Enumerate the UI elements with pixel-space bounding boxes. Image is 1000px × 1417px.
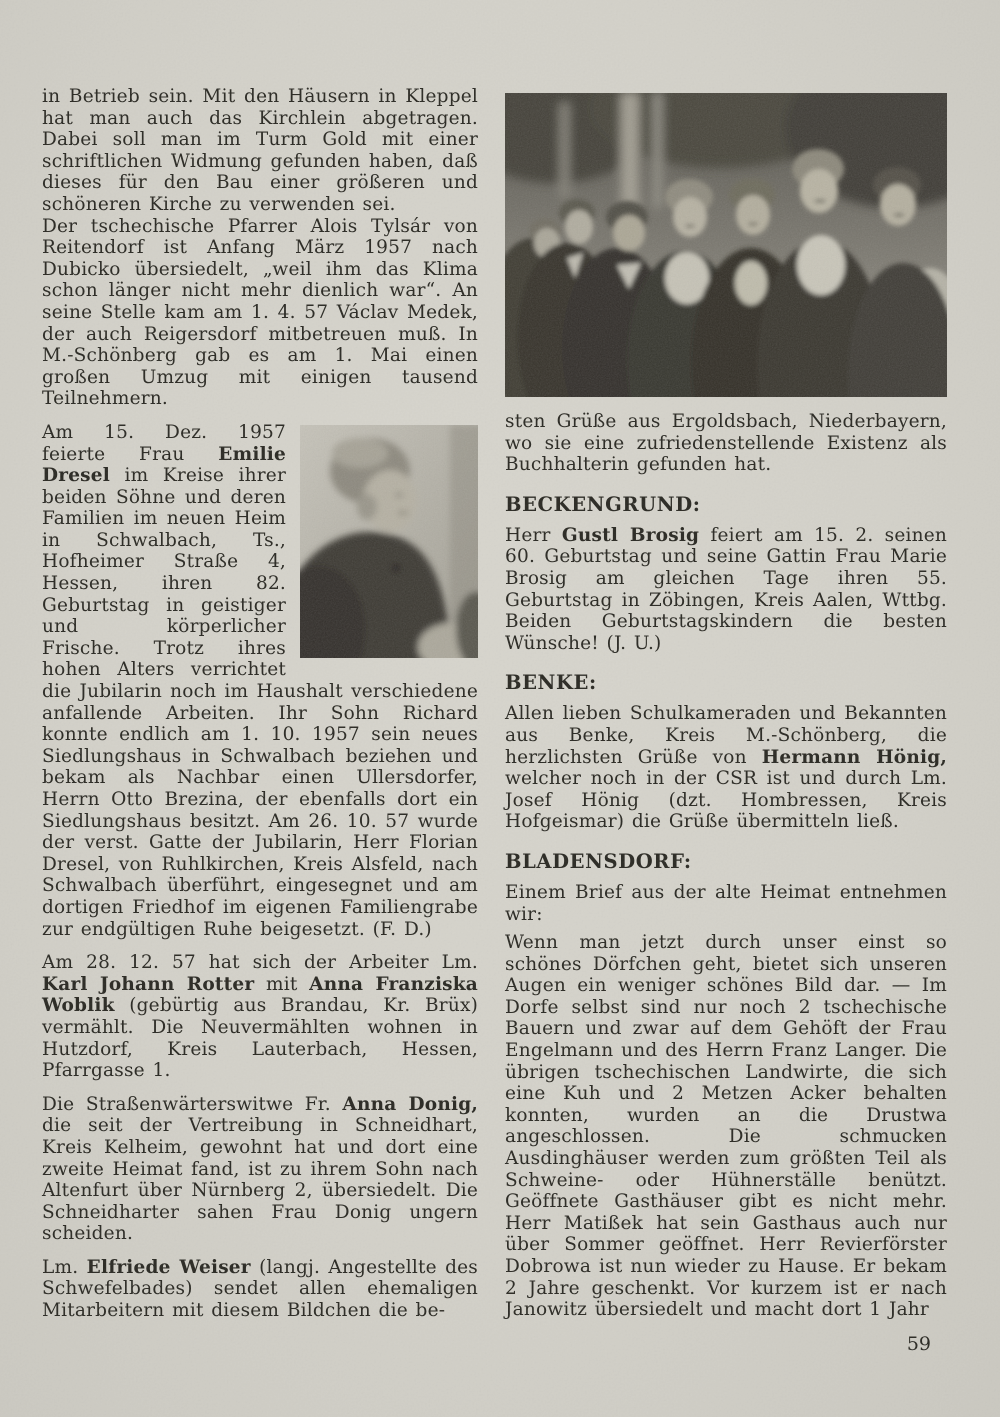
bold-person-name: Gustl Brosig <box>561 524 700 546</box>
text-run: (gebürtig aus Brandau, Kr. Brüx) vermählt. Die Neuvermählten wohnen in Hutzdorf, Kreis Lauterbach, Hessen, Pfarrgasse 1. <box>42 995 478 1082</box>
photo-emilie-dresel <box>300 425 478 658</box>
text-run: im Kreise ihrer beiden Söhne und deren Familien im neuen Heim in Schwalbach, Ts., Hofheimer Straße 4, Hessen, ihren 82. Geburtstag in geistiger und körperlicher Frische. Trotz ihres hohen Alters verrichtet die Jubilarin noch im Haushalt verschiedene anfallende Arbeiten. Ihr Sohn Richard konnte endlich am 1. 10. 1957 sein neues Siedlungshaus in Schwalbach beziehen und bekam als Nachbar einen Ullersdorfer, Herrn Otto Brezina, der ebenfalls dort ein Siedlungshaus besitzt. Am 26. 10. 57 wurde der verst. Gatte der Jubilarin, Herr Florian Dresel, von Ruhlkirchen, Kreis Alsfeld, nach Schwalbach überführt, eingesegnet und am dortigen Friedhof im eigenen Familiengrabe zur endgültigen Ruhe beigesetzt. (F. D.) <box>42 465 478 940</box>
text-run: in Betrieb sein. Mit den Häusern in Kleppel hat man auch das Kirchlein abgetragen. Dabei soll man im Turm Gold mit einer schriftlichen Widmung gefunden haben, daß dieses für den Bau einer größeren und schöneren Kirche zu verwenden sei. <box>42 86 478 215</box>
text-run: welcher noch in der CSR ist und durch Lm. Josef Hönig (dzt. Hombressen, Kreis Hofgeismar) die Grüße übermitteln ließ. <box>505 768 947 833</box>
page-number: 59 <box>906 1332 931 1355</box>
text-run: feiert am 15. 2. seinen 60. Geburtstag und seine Gattin Frau Marie Brosig am gleichen Tage ihren 55. Geburtstag in Zöbingen, Kreis Aalen, Wttbg. Beiden Geburtstagskindern die besten Wünsche! (J. U.) <box>505 524 947 654</box>
paragraph-bladensdorf-intro <box>505 882 947 925</box>
text-run: Herr <box>505 524 562 546</box>
portrait-photo-illustration <box>300 425 478 658</box>
paragraph-brosig-birthday <box>505 525 947 655</box>
paragraph-anna-donig <box>42 1094 478 1245</box>
text-run: Die Straßenwärterswitwe Fr. <box>42 1093 343 1115</box>
text-run: die seit der Vertreibung in Schneidhart, Kreis Kelheim, gewohnt hat und dort eine zweite Heimat fand, ist zu ihrem Sohn nach Altenfurt über Nürnberg 2, übersiedelt. Die Schneidharter sahen Frau Donig ungern scheiden. <box>42 1115 478 1245</box>
paragraph-kleppel-kirchlein <box>42 86 478 216</box>
text-run: Lm. <box>42 1256 87 1278</box>
paragraph-hoenig-greetings <box>505 703 947 833</box>
text-run: mit <box>254 973 310 995</box>
text-run: (langj. Angestellte des Schwefelbades) sendet allen ehemaligen Mitarbeitern mit diesem Bildchen die be- <box>42 1256 478 1322</box>
text-run: Wenn man jetzt durch unser einst so schönes Dörfchen geht, bietet sich unseren Augen ein weniger schönes Bild dar. — Im Dorfe selbst sind nur noch 2 tschechische Bauern und zwar auf dem Gehöft der Frau Engelmann und des Herrn Franz Langer. Die übrigen tschechischen Landwirte, die sich eine Kuh und 2 Metzen Acker behalten konnten, wurden an die Drustwa angeschlossen. Die schmucken Ausdinghäuser werden zum größten Teil als Schweine- oder Hühnerställe benützt. Geöffnete Gasthäuser gibt es nicht mehr. Herr Matißek hat sein Gasthaus auch nur über Sommer geöffnet. Herr Revierförster Dobrowa ist nun wieder zu Hause. Er bekam 2 Jahre geschenkt. Vor kurzem ist er nach Janowitz übersiedelt und macht dort 1 Jahr <box>505 932 947 1321</box>
right-column <box>505 86 947 1355</box>
section-heading-benke: BENKE: <box>505 671 597 695</box>
paragraph-emilie-dresel <box>42 422 478 940</box>
paragraph-rotter-woblik-wedding <box>42 952 478 1082</box>
bold-person-name: Hermann Hönig, <box>761 746 947 768</box>
left-column <box>42 86 478 1355</box>
paragraph-bladensdorf-letter <box>505 932 947 1321</box>
group-photo-illustration <box>505 93 947 397</box>
text-run: Allen lieben Schulkameraden und Bekannten aus Benke, Kreis M.-Schönberg, die herzlichsten Grüße von <box>505 703 947 768</box>
paragraph-pfarrer-tylsar <box>42 216 478 410</box>
paragraph-weiser-continuation <box>505 411 947 476</box>
bold-person-name: Karl Johann Rotter <box>42 973 255 995</box>
paragraph-elfriede-weiser <box>42 1257 478 1322</box>
bold-person-name: Anna Donig, <box>342 1093 478 1115</box>
text-run: Einem Brief aus der alte Heimat entnehmen wir: <box>505 881 947 925</box>
bold-person-name: Emilie Dresel <box>42 443 286 487</box>
section-heading-beckengrund: BECKENGRUND: <box>505 492 701 516</box>
bold-person-name: Elfriede Weiser <box>86 1256 251 1278</box>
text-run: Der tschechische Pfarrer Alois Tylsár von Reitendorf ist Anfang März 1957 nach Dubicko übersiedelt, „weil ihm das Klima schon länger nicht mehr dienlich war“. An seine Stelle kam am 1. 4. 57 Václav Medek, der auch Reigersdorf mitbetreuen muß. In M.-Schönberg gab es am 1. Mai einen großen Umzug mit einigen tausend Teilnehmern. <box>42 215 478 410</box>
section-heading-bladensdorf: BLADENSDORF: <box>505 849 692 873</box>
text-run: sten Grüße aus Ergoldsbach, Niederbayern, wo sie eine zufriedenstellende Existenz als Buchhalterin gefunden hat. <box>505 411 947 476</box>
text-run: Am 15. Dez. 1957 feierte Frau <box>42 421 286 465</box>
photo-group-women <box>505 93 947 397</box>
bold-person-name: Anna Franziska Woblik <box>42 973 478 1017</box>
text-run: Am 28. 12. 57 hat sich der Arbeiter Lm. <box>42 952 478 974</box>
